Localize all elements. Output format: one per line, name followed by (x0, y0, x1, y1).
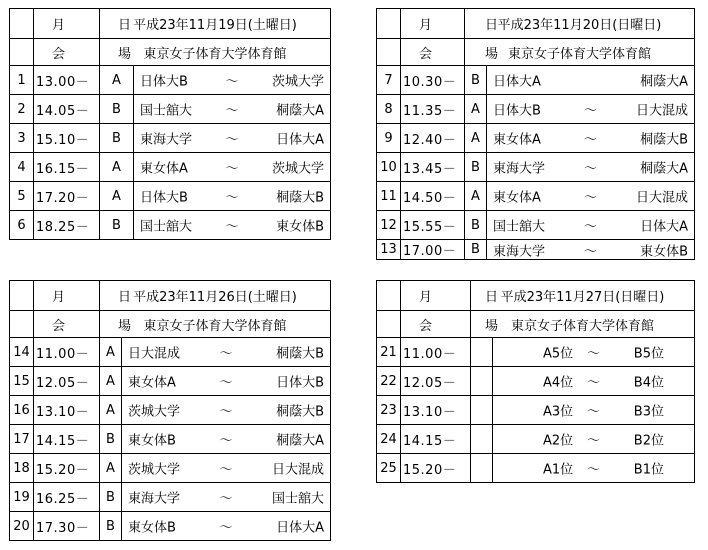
match-pairing (493, 367, 695, 396)
match-number: 16 (10, 396, 34, 425)
match-time: 11.00－ (401, 338, 471, 367)
match-row (10, 153, 331, 182)
versus-mark: ～ (225, 132, 239, 148)
team-a: 国士舘大 (140, 219, 193, 235)
header-blank-cell (377, 281, 401, 311)
team-a: 東女体B (128, 520, 176, 536)
match-time: 12.40－ (401, 124, 465, 153)
match-number: 8 (377, 95, 401, 124)
match-number: 2 (10, 95, 34, 124)
match-number: 20 (10, 512, 34, 541)
versus-mark: ～ (586, 346, 601, 362)
versus-mark: ～ (583, 190, 598, 206)
team-b: 国士舘大 (271, 491, 324, 507)
team-a: 日体大B (140, 190, 188, 206)
match-row (377, 425, 695, 454)
match-pairing (493, 454, 695, 483)
venue-value: 東京女子体育大学体育館 (465, 39, 695, 66)
match-court: A (100, 153, 134, 182)
versus-mark: ～ (219, 346, 233, 362)
team-b: 日大混成 (271, 462, 324, 478)
match-number: 7 (377, 66, 401, 95)
match-time: 15.20－ (34, 454, 100, 483)
versus-mark: ～ (586, 375, 601, 391)
team-a: 東海大学 (128, 491, 181, 507)
match-row (10, 124, 331, 153)
match-pairing (134, 211, 331, 240)
team-b: B1位 (633, 462, 664, 478)
schedule-table-nov19 (9, 8, 331, 240)
team-a: 東海大学 (493, 161, 546, 177)
versus-mark: ～ (225, 190, 239, 206)
match-row (377, 396, 695, 425)
match-time: 16.25－ (34, 483, 100, 512)
match-row (10, 512, 331, 541)
match-court: B (465, 153, 487, 182)
match-number: 12 (377, 211, 401, 240)
match-time: 12.05－ (34, 367, 100, 396)
match-pairing (122, 483, 331, 512)
match-pairing (487, 153, 695, 182)
team-a: 東女体B (128, 433, 176, 449)
team-b: 日体大A (276, 132, 324, 148)
match-pairing (493, 425, 695, 454)
match-row (10, 66, 331, 95)
match-pairing (487, 211, 695, 240)
match-number: 24 (377, 425, 401, 454)
match-court: A (465, 95, 487, 124)
match-pairing (134, 95, 331, 124)
match-pairing (122, 396, 331, 425)
header-blank-cell (377, 39, 401, 66)
match-row (377, 211, 695, 240)
match-number: 13 (377, 240, 401, 260)
date-label: 月 日 (401, 9, 465, 39)
match-pairing (122, 512, 331, 541)
match-time: 11.00－ (34, 338, 100, 367)
date-value: 平成23年11月26日(土曜日) (100, 281, 331, 311)
header-blank-cell (10, 281, 34, 311)
team-b: B3位 (633, 404, 664, 420)
versus-mark: ～ (583, 219, 598, 235)
team-a: A5位 (543, 346, 574, 362)
match-time: 12.05－ (401, 367, 471, 396)
match-time: 11.35－ (401, 95, 465, 124)
team-a: 茨城大学 (128, 404, 181, 420)
match-row (377, 338, 695, 367)
match-court: B (100, 211, 134, 240)
team-b: 日体大B (276, 375, 324, 391)
match-court: A (100, 454, 122, 483)
match-court: B (465, 66, 487, 95)
header-blank-cell (377, 9, 401, 39)
team-b: 日体大A (276, 520, 324, 536)
schedule-table-nov26 (9, 280, 331, 541)
match-number: 5 (10, 182, 34, 211)
venue-label: 会 場 (34, 311, 100, 338)
match-number: 14 (10, 338, 34, 367)
match-time: 15.55－ (401, 211, 465, 240)
match-time: 13.45－ (401, 153, 465, 182)
team-a: 国士舘大 (493, 219, 546, 235)
team-a: 日大混成 (128, 346, 181, 362)
match-number: 10 (377, 153, 401, 182)
match-pairing (122, 338, 331, 367)
match-pairing (134, 182, 331, 211)
match-court: A (100, 182, 134, 211)
team-b: 茨城大学 (271, 74, 324, 90)
match-court (471, 425, 493, 454)
match-pairing (487, 66, 695, 95)
schedule-table-nov27 (376, 280, 695, 483)
match-row (10, 95, 331, 124)
venue-label: 会 場 (401, 311, 471, 338)
versus-mark: ～ (219, 491, 233, 507)
match-court (471, 367, 493, 396)
team-a: 東女体A (128, 375, 176, 391)
team-b: 東女体B (276, 219, 324, 235)
match-time: 10.30－ (401, 66, 465, 95)
match-number: 17 (10, 425, 34, 454)
match-number: 23 (377, 396, 401, 425)
team-a: 東海大学 (140, 132, 193, 148)
match-court (471, 396, 493, 425)
venue-value: 東京女子体育大学体育館 (471, 311, 695, 338)
team-b: 桐蔭大A (276, 433, 324, 449)
match-time: 17.20－ (34, 182, 100, 211)
team-b: 東女体B (640, 244, 688, 259)
match-time: 13.10－ (34, 396, 100, 425)
versus-mark: ～ (225, 74, 239, 90)
team-a: 日体大A (493, 74, 541, 90)
match-row (10, 211, 331, 240)
match-court: A (465, 124, 487, 153)
match-pairing (493, 396, 695, 425)
match-row (377, 153, 695, 182)
match-row (377, 454, 695, 483)
match-pairing (122, 367, 331, 396)
match-number: 9 (377, 124, 401, 153)
versus-mark: ～ (583, 132, 598, 148)
versus-mark: ～ (219, 462, 233, 478)
date-label: 月 日 (34, 9, 100, 39)
match-court: A (100, 338, 122, 367)
match-time: 14.50－ (401, 182, 465, 211)
header-blank-cell (10, 311, 34, 338)
match-number: 6 (10, 211, 34, 240)
header-blank-cell (10, 39, 34, 66)
match-court (471, 338, 493, 367)
match-court: B (100, 512, 122, 541)
match-row (10, 367, 331, 396)
versus-mark: ～ (583, 244, 598, 259)
match-number: 18 (10, 454, 34, 483)
versus-mark: ～ (225, 161, 239, 177)
date-value: 平成23年11月20日(日曜日) (465, 9, 695, 39)
match-pairing (134, 153, 331, 182)
team-b: 日体大A (640, 219, 688, 235)
team-a: A3位 (543, 404, 574, 420)
match-row (10, 425, 331, 454)
header-blank-cell (377, 311, 401, 338)
team-a: 日体大B (140, 74, 188, 90)
date-value: 平成23年11月27日(日曜日) (471, 281, 695, 311)
team-b: B2位 (633, 433, 664, 449)
match-pairing (122, 425, 331, 454)
versus-mark: ～ (583, 103, 598, 119)
match-court: A (100, 396, 122, 425)
team-b: 桐蔭大B (276, 190, 324, 206)
match-court: B (465, 211, 487, 240)
match-time: 15.10－ (34, 124, 100, 153)
team-a: 東女体A (140, 161, 188, 177)
match-row (377, 124, 695, 153)
match-court: A (100, 66, 134, 95)
match-time: 17.30－ (34, 512, 100, 541)
team-a: 茨城大学 (128, 462, 181, 478)
match-number: 22 (377, 367, 401, 396)
versus-mark: ～ (225, 103, 239, 119)
match-time: 14.15－ (401, 425, 471, 454)
versus-mark: ～ (586, 404, 601, 420)
match-number: 21 (377, 338, 401, 367)
date-label: 月 日 (34, 281, 100, 311)
team-a: 東女体A (493, 132, 541, 148)
match-row (10, 182, 331, 211)
match-court: B (100, 124, 134, 153)
team-a: 東女体A (493, 190, 541, 206)
match-time: 18.25－ (34, 211, 100, 240)
schedule-table-nov20 (376, 8, 695, 260)
header-blank-cell (10, 9, 34, 39)
versus-mark: ～ (219, 404, 233, 420)
match-number: 3 (10, 124, 34, 153)
versus-mark: ～ (586, 462, 601, 478)
match-pairing (487, 95, 695, 124)
match-pairing (134, 124, 331, 153)
match-pairing (493, 338, 695, 367)
match-time: 13.00－ (34, 66, 100, 95)
versus-mark: ～ (583, 161, 598, 177)
team-a: 国士舘大 (140, 103, 193, 119)
match-number: 25 (377, 454, 401, 483)
team-b: B4位 (633, 375, 664, 391)
team-b: 茨城大学 (271, 161, 324, 177)
match-pairing (122, 454, 331, 483)
match-pairing (487, 182, 695, 211)
versus-mark: ～ (586, 433, 601, 449)
match-court (471, 454, 493, 483)
team-a: A1位 (543, 462, 574, 478)
versus-mark: ～ (225, 219, 239, 235)
team-a: A4位 (543, 375, 574, 391)
match-court: A (100, 367, 122, 396)
team-b: 桐蔭大B (276, 404, 324, 420)
match-pairing (487, 124, 695, 153)
match-time: 13.10－ (401, 396, 471, 425)
team-b: 桐蔭大B (276, 346, 324, 362)
match-number: 19 (10, 483, 34, 512)
match-row (377, 240, 695, 260)
date-label: 月 日 (401, 281, 471, 311)
match-row (10, 396, 331, 425)
match-court: B (100, 95, 134, 124)
team-b: 日大混成 (635, 190, 688, 206)
team-b: B5位 (633, 346, 664, 362)
venue-value: 東京女子体育大学体育館 (100, 39, 331, 66)
date-value: 平成23年11月19日(土曜日) (100, 9, 331, 39)
match-row (377, 66, 695, 95)
venue-label: 会 場 (34, 39, 100, 66)
match-number: 1 (10, 66, 34, 95)
team-a: A2位 (543, 433, 574, 449)
versus-mark: ～ (219, 375, 233, 391)
match-time: 14.05－ (34, 95, 100, 124)
versus-mark: ～ (219, 433, 233, 449)
match-court: B (465, 240, 487, 260)
match-number: 4 (10, 153, 34, 182)
match-row (377, 182, 695, 211)
match-number: 11 (377, 182, 401, 211)
match-row (10, 338, 331, 367)
match-row (377, 367, 695, 396)
venue-value: 東京女子体育大学体育館 (100, 311, 331, 338)
team-b: 桐蔭大A (276, 103, 324, 119)
versus-mark: ～ (219, 520, 233, 536)
team-a: 東海大学 (493, 244, 546, 259)
match-time: 16.15－ (34, 153, 100, 182)
match-time: 17.00－ (401, 240, 465, 260)
match-row (10, 454, 331, 483)
match-court: B (100, 425, 122, 454)
match-court: B (100, 483, 122, 512)
team-a: 日体大B (493, 103, 541, 119)
match-row (10, 483, 331, 512)
team-b: 日大混成 (635, 103, 688, 119)
team-b: 桐蔭大B (640, 132, 688, 148)
match-court: A (465, 182, 487, 211)
match-time: 15.20－ (401, 454, 471, 483)
match-pairing (487, 240, 695, 260)
match-number: 15 (10, 367, 34, 396)
venue-label: 会 場 (401, 39, 465, 66)
match-row (377, 95, 695, 124)
match-pairing (134, 66, 331, 95)
team-b: 桐蔭大A (640, 74, 688, 90)
team-b: 桐蔭大A (640, 161, 688, 177)
match-time: 14.15－ (34, 425, 100, 454)
